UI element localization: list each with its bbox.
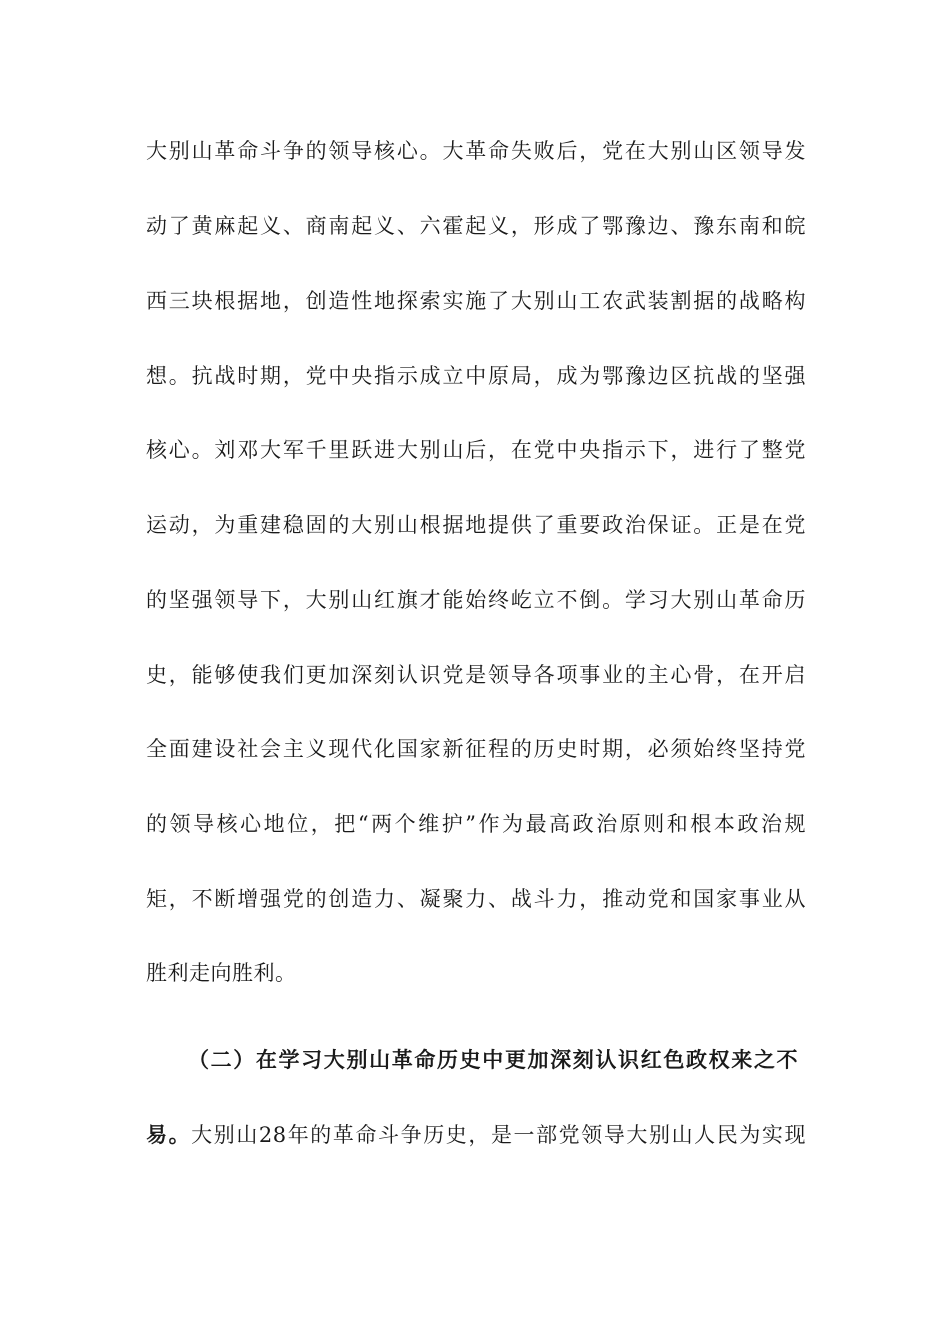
section-heading-end: 易。	[146, 1122, 192, 1147]
body-text-line: 运动，为重建稳固的大别山根据地提供了重要政治保证。正是在党	[146, 513, 806, 537]
body-text-line: 的坚强领导下，大别山红旗才能始终屹立不倒。学习大别山革命历	[146, 588, 806, 612]
body-text-span: 大别山28年的革命斗争历史，是一部党领导大别山人民为实现	[191, 1123, 806, 1147]
body-text-line: 想。抗战时期，党中央指示成立中原局，成为鄂豫边区抗战的坚强	[146, 364, 806, 388]
body-text-line: 的领导核心地位，把“两个维护”作为最高政治原则和根本政治规	[146, 812, 806, 836]
body-text-line: 大别山革命斗争的领导核心。大革命失败后，党在大别山区领导发	[146, 139, 806, 163]
body-text-line: 核心。刘邓大军千里跃进大别山后，在党中央指示下，进行了整党	[146, 438, 806, 462]
body-text-line: 史，能够使我们更加深刻认识党是领导各项事业的主心骨，在开启	[146, 663, 806, 687]
section-heading: （二）在学习大别山革命历史中更加深刻认识红色政权来之不	[188, 1047, 798, 1072]
body-text-line	[146, 1120, 806, 1150]
body-text-line: 动了黄麻起义、商南起义、六霍起义，形成了鄂豫边、豫东南和皖	[146, 214, 806, 238]
body-text-line: 全面建设社会主义现代化国家新征程的历史时期，必须始终坚持党	[146, 737, 806, 761]
body-text-line: 西三块根据地，创造性地探索实施了大别山工农武装割据的战略构	[146, 289, 806, 313]
body-text-line: 矩，不断增强党的创造力、凝聚力、战斗力，推动党和国家事业从	[146, 887, 806, 911]
body-text-line: 胜利走向胜利。	[146, 961, 297, 985]
